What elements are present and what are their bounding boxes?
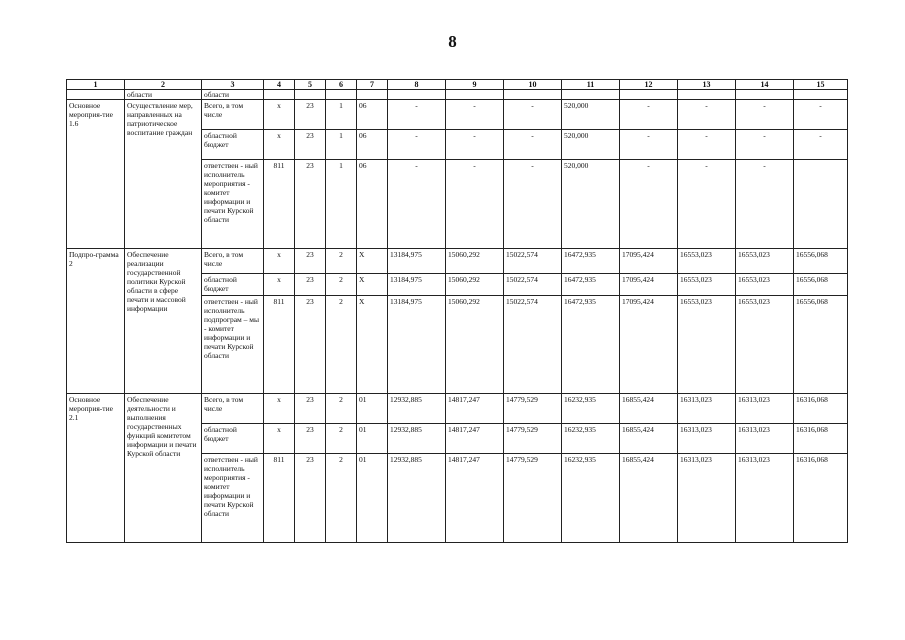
- amount-cell: -: [620, 160, 678, 249]
- code-cell: 06: [357, 160, 388, 249]
- column-number: 9: [446, 80, 504, 90]
- amount-cell: 17095,424: [620, 296, 678, 394]
- code-cell: 06: [357, 130, 388, 160]
- code-cell: X: [357, 249, 388, 274]
- continuation-cell: [562, 90, 620, 100]
- funding-source-cell: областной бюджет: [202, 274, 264, 296]
- amount-cell: 12932,885: [388, 454, 446, 543]
- continuation-cell: [295, 90, 326, 100]
- program-name-cell: Обеспечение деятельности и выполнения государственных функций комитетом информации и печати Курской области: [125, 394, 202, 543]
- code-cell: 23: [295, 100, 326, 130]
- continuation-cell: [736, 90, 794, 100]
- amount-cell: 16232,935: [562, 394, 620, 424]
- amount-cell: 13184,975: [388, 274, 446, 296]
- continuation-cell: [388, 90, 446, 100]
- amount-cell: 14817,247: [446, 454, 504, 543]
- amount-cell: -: [446, 130, 504, 160]
- amount-cell: [794, 160, 848, 249]
- code-cell: 23: [295, 296, 326, 394]
- amount-cell: 520,000: [562, 160, 620, 249]
- amount-cell: 16316,068: [794, 424, 848, 454]
- funding-source-cell: ответствен - ный исполнитель мероприятия - комитет информации и печати Курской области: [202, 454, 264, 543]
- amount-cell: 14779,529: [504, 424, 562, 454]
- amount-cell: 16313,023: [678, 394, 736, 424]
- code-cell: 811: [264, 160, 295, 249]
- amount-cell: 16556,068: [794, 274, 848, 296]
- funding-source-cell: Всего, в том числе: [202, 394, 264, 424]
- column-number: 13: [678, 80, 736, 90]
- amount-cell: 14779,529: [504, 454, 562, 543]
- code-cell: 23: [295, 454, 326, 543]
- amount-cell: -: [446, 100, 504, 130]
- continuation-cell: [620, 90, 678, 100]
- amount-cell: -: [388, 130, 446, 160]
- budget-table: [66, 79, 848, 543]
- amount-cell: 16553,023: [736, 249, 794, 274]
- amount-cell: 15060,292: [446, 296, 504, 394]
- code-cell: 811: [264, 296, 295, 394]
- amount-cell: 14779,529: [504, 394, 562, 424]
- continuation-cell: [794, 90, 848, 100]
- column-number-row: [67, 80, 848, 90]
- amount-cell: -: [504, 160, 562, 249]
- amount-cell: 14817,247: [446, 424, 504, 454]
- amount-cell: 16316,068: [794, 394, 848, 424]
- table-row: [67, 100, 848, 130]
- amount-cell: -: [504, 100, 562, 130]
- amount-cell: -: [388, 100, 446, 130]
- column-number: 6: [326, 80, 357, 90]
- code-cell: 2: [326, 296, 357, 394]
- amount-cell: 16553,023: [678, 296, 736, 394]
- column-number: 2: [125, 80, 202, 90]
- funding-source-cell: областной бюджет: [202, 424, 264, 454]
- amount-cell: 16313,023: [736, 424, 794, 454]
- column-number: 4: [264, 80, 295, 90]
- code-cell: x: [264, 394, 295, 424]
- column-number: 12: [620, 80, 678, 90]
- amount-cell: 520,000: [562, 130, 620, 160]
- program-element-cell: Основное мероприя-тие 2.1: [67, 394, 125, 543]
- amount-cell: -: [678, 100, 736, 130]
- continuation-cell: [504, 90, 562, 100]
- amount-cell: 16313,023: [678, 424, 736, 454]
- continuation-cell: области: [202, 90, 264, 100]
- code-cell: 23: [295, 394, 326, 424]
- amount-cell: 17095,424: [620, 274, 678, 296]
- amount-cell: 16556,068: [794, 249, 848, 274]
- code-cell: 01: [357, 424, 388, 454]
- code-cell: X: [357, 274, 388, 296]
- amount-cell: 16232,935: [562, 424, 620, 454]
- amount-cell: 16553,023: [736, 296, 794, 394]
- amount-cell: -: [794, 130, 848, 160]
- amount-cell: 13184,975: [388, 249, 446, 274]
- amount-cell: -: [620, 100, 678, 130]
- code-cell: 2: [326, 424, 357, 454]
- amount-cell: 16855,424: [620, 394, 678, 424]
- code-cell: 2: [326, 249, 357, 274]
- code-cell: 23: [295, 424, 326, 454]
- continuation-cell: [678, 90, 736, 100]
- amount-cell: 15060,292: [446, 249, 504, 274]
- code-cell: 2: [326, 394, 357, 424]
- funding-source-cell: ответствен - ный исполнитель мероприятия - комитет информации и печати Курской области: [202, 160, 264, 249]
- amount-cell: 16232,935: [562, 454, 620, 543]
- amount-cell: -: [678, 160, 736, 249]
- amount-cell: -: [620, 130, 678, 160]
- code-cell: 23: [295, 130, 326, 160]
- amount-cell: 15022,574: [504, 249, 562, 274]
- column-number: 14: [736, 80, 794, 90]
- amount-cell: 16553,023: [736, 274, 794, 296]
- code-cell: x: [264, 249, 295, 274]
- column-number: 8: [388, 80, 446, 90]
- amount-cell: 16313,023: [736, 394, 794, 424]
- amount-cell: 12932,885: [388, 424, 446, 454]
- funding-source-cell: областной бюджет: [202, 130, 264, 160]
- amount-cell: 16556,068: [794, 296, 848, 394]
- code-cell: 1: [326, 160, 357, 249]
- program-element-cell: Подпро-грамма 2: [67, 249, 125, 394]
- amount-cell: 520,000: [562, 100, 620, 130]
- program-name-cell: Осуществление мер, направленных на патриотическое воспитание граждан: [125, 100, 202, 249]
- continuation-cell: [326, 90, 357, 100]
- code-cell: 01: [357, 394, 388, 424]
- code-cell: 23: [295, 249, 326, 274]
- amount-cell: -: [736, 130, 794, 160]
- code-cell: 06: [357, 100, 388, 130]
- amount-cell: -: [388, 160, 446, 249]
- code-cell: x: [264, 130, 295, 160]
- code-cell: 23: [295, 160, 326, 249]
- continuation-cell: [357, 90, 388, 100]
- amount-cell: 15060,292: [446, 274, 504, 296]
- continuation-cell: [264, 90, 295, 100]
- column-number: 15: [794, 80, 848, 90]
- program-name-cell: Обеспечение реализации государственной политики Курской области в сфере печати и массовой информации: [125, 249, 202, 394]
- continuation-cell: [67, 90, 125, 100]
- amount-cell: 16316,068: [794, 454, 848, 543]
- amount-cell: 16472,935: [562, 274, 620, 296]
- amount-cell: 16313,023: [678, 454, 736, 543]
- code-cell: x: [264, 274, 295, 296]
- code-cell: 01: [357, 454, 388, 543]
- amount-cell: 16855,424: [620, 424, 678, 454]
- amount-cell: 16855,424: [620, 454, 678, 543]
- amount-cell: -: [678, 130, 736, 160]
- code-cell: 1: [326, 130, 357, 160]
- amount-cell: 15022,574: [504, 296, 562, 394]
- amount-cell: -: [736, 160, 794, 249]
- amount-cell: 16553,023: [678, 249, 736, 274]
- code-cell: 811: [264, 454, 295, 543]
- code-cell: x: [264, 424, 295, 454]
- amount-cell: 17095,424: [620, 249, 678, 274]
- amount-cell: 16472,935: [562, 249, 620, 274]
- code-cell: 2: [326, 274, 357, 296]
- amount-cell: 15022,574: [504, 274, 562, 296]
- code-cell: 2: [326, 454, 357, 543]
- code-cell: 1: [326, 100, 357, 130]
- funding-source-cell: Всего, в том числе: [202, 249, 264, 274]
- amount-cell: -: [794, 100, 848, 130]
- column-number: 11: [562, 80, 620, 90]
- amount-cell: 16313,023: [736, 454, 794, 543]
- code-cell: x: [264, 100, 295, 130]
- program-element-cell: Основное мероприя-тие 1.6: [67, 100, 125, 249]
- code-cell: 23: [295, 274, 326, 296]
- amount-cell: 13184,975: [388, 296, 446, 394]
- column-number: 5: [295, 80, 326, 90]
- column-number: 3: [202, 80, 264, 90]
- amount-cell: 16472,935: [562, 296, 620, 394]
- code-cell: X: [357, 296, 388, 394]
- table-row: [67, 394, 848, 424]
- column-number: 7: [357, 80, 388, 90]
- continuation-row: [67, 90, 848, 100]
- amount-cell: -: [736, 100, 794, 130]
- amount-cell: 16553,023: [678, 274, 736, 296]
- funding-source-cell: Всего, в том числе: [202, 100, 264, 130]
- amount-cell: -: [504, 130, 562, 160]
- amount-cell: -: [446, 160, 504, 249]
- column-number: 10: [504, 80, 562, 90]
- amount-cell: 12932,885: [388, 394, 446, 424]
- page-number: 8: [448, 32, 457, 51]
- table-row: [67, 249, 848, 274]
- continuation-cell: [446, 90, 504, 100]
- column-number: 1: [67, 80, 125, 90]
- continuation-cell: области: [125, 90, 202, 100]
- funding-source-cell: ответствен - ный исполнитель подпрограм – мы - комитет информации и печати Курской области: [202, 296, 264, 394]
- amount-cell: 14817,247: [446, 394, 504, 424]
